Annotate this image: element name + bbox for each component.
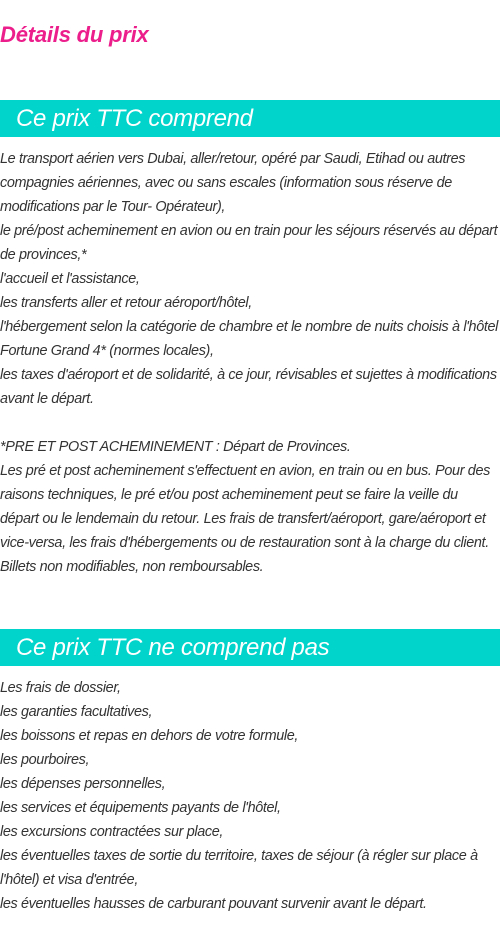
excluded-item: les dépenses personnelles,	[0, 776, 166, 792]
included-item: les transferts aller et retour aéroport/hôtel,	[0, 295, 252, 311]
excluded-item: les services et équipements payants de l'hôtel,	[0, 800, 281, 816]
excluded-item: Les frais de dossier,	[0, 680, 121, 696]
included-item: l'hébergement selon la catégorie de chambre et le nombre de nuits choisis à l'hôtel Fortune Grand 4* (normes locales),	[0, 319, 499, 359]
included-item: le pré/post acheminement en avion ou en train pour les séjours réservés au départ de provinces,*	[0, 223, 498, 263]
included-heading: Ce prix TTC comprend	[16, 105, 253, 132]
included-item: l'accueil et l'assistance,	[0, 271, 140, 287]
note-title: *PRE ET POST ACHEMINEMENT : Départ de Provinces.	[0, 439, 351, 455]
spacer	[0, 411, 500, 435]
excluded-heading: Ce prix TTC ne comprend pas	[16, 634, 330, 661]
excluded-section-header	[0, 629, 500, 666]
included-item: les taxes d'aéroport et de solidarité, à ce jour, révisables et sujettes à modifications avant le départ.	[0, 367, 497, 407]
excluded-item: les garanties facultatives,	[0, 704, 153, 720]
excluded-list	[0, 676, 500, 916]
excluded-item: les boissons et repas en dehors de votre formule,	[0, 728, 299, 744]
included-list	[0, 147, 500, 579]
included-item: Le transport aérien vers Dubai, aller/retour, opéré par Saudi, Etihad ou autres compagnies aériennes, avec ou sans escales (information sous réserve de modifications par le Tour- Opérateur),	[0, 151, 466, 215]
excluded-item: les éventuelles hausses de carburant pouvant survenir avant le départ.	[0, 896, 427, 912]
note-body: Les pré et post acheminement s'effectuent en avion, en train ou en bus. Pour des raisons techniques, le pré et/ou post acheminement peut se faire la veille du départ ou le lendemain du retour. Les frais de transfert/aéroport, gare/aéroport et vice-versa, les frais d'hébergements ou de restauration sont à la charge du client. Billets non modifiables, non remboursables.	[0, 463, 490, 575]
included-section-header	[0, 100, 500, 137]
page-title: Détails du prix	[0, 22, 149, 47]
excluded-item: les excursions contractées sur place,	[0, 824, 224, 840]
excluded-item: les pourboires,	[0, 752, 90, 768]
excluded-item: les éventuelles taxes de sortie du territoire, taxes de séjour (à régler sur place à l'hôtel) et visa d'entrée,	[0, 848, 478, 888]
